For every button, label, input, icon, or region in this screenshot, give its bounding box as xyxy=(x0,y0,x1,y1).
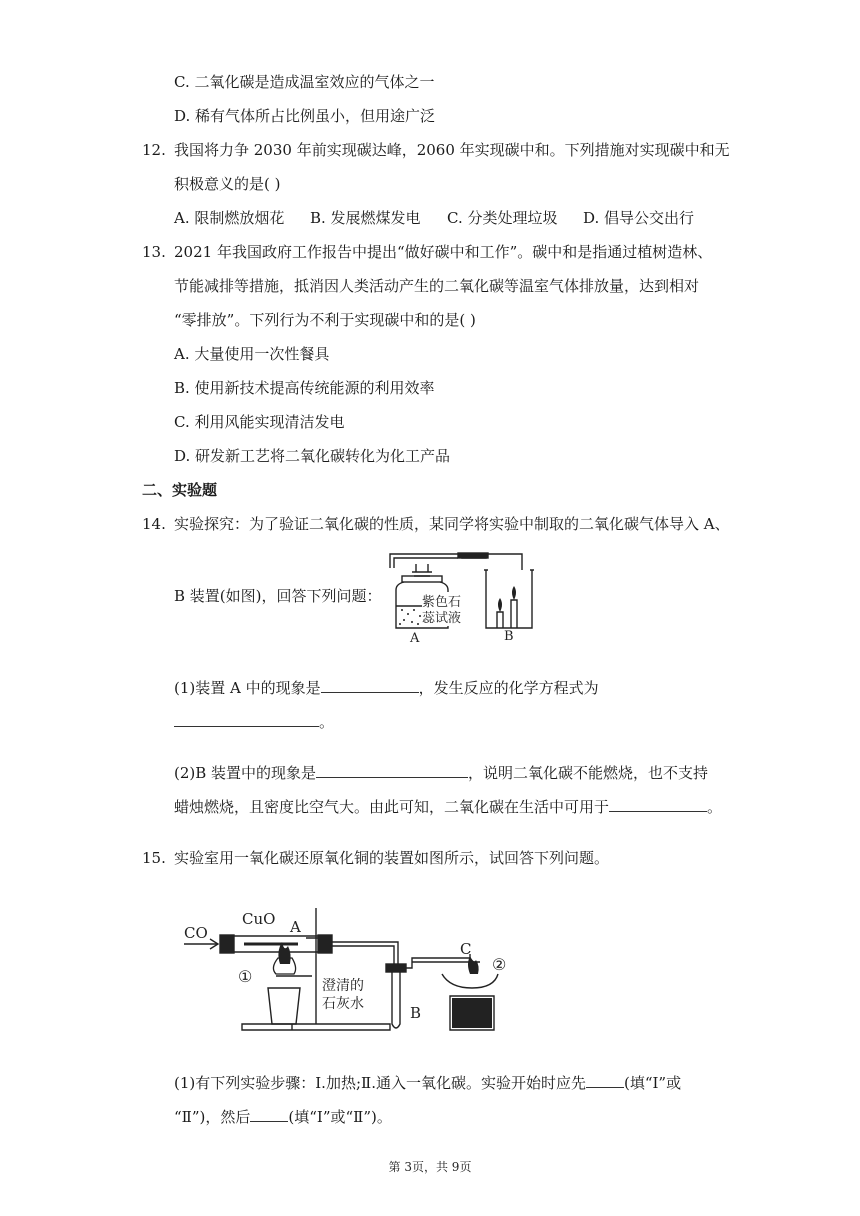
q13-number: 13. xyxy=(142,243,166,261)
q14-number: 14. xyxy=(142,515,166,533)
q14-figure-label-a: A xyxy=(410,631,420,646)
q14-p2-text-c: 蜡烛燃烧，且密度比空气大。由此可知，二氧化碳在生活中可用于 xyxy=(174,798,610,816)
q14-figure xyxy=(382,550,538,646)
q15-figure-label-c: C xyxy=(460,940,472,958)
q12-option-b: B. 发展燃煤发电 xyxy=(310,209,421,227)
q15-figure-burner-2: ② xyxy=(492,955,507,974)
q13-stem-line-3: “零排放”。下列行为不利于实现碳中和的是( ) xyxy=(174,311,476,329)
q15-number: 15. xyxy=(142,849,166,867)
q15-figure-co-label: CO xyxy=(184,924,208,942)
q14-p1-blank-2[interactable] xyxy=(174,711,319,727)
q14-part-2-line-2 xyxy=(174,796,722,817)
q13-option-d: D. 研发新工艺将二氧化碳转化为化工产品 xyxy=(174,447,451,465)
q13-option-b: B. 使用新技术提高传统能源的利用效率 xyxy=(174,379,435,397)
q12-number: 12. xyxy=(142,141,166,159)
q15-stem-line-1: 实验室用一氧化碳还原氧化铜的装置如图所示，试回答下列问题。 xyxy=(174,849,610,867)
q12-option-d: D. 倡导公交出行 xyxy=(583,209,695,227)
q13-option-c: C. 利用风能实现清洁发电 xyxy=(174,413,345,431)
q14-figure-liquid-label-2: 蕊试液 xyxy=(422,611,462,626)
q15-p1-text-b: (填“Ⅰ”或 xyxy=(623,1074,682,1092)
q14-figure-label-b: B xyxy=(504,629,514,644)
q14-figure-liquid-label-1: 紫色石 xyxy=(422,595,462,610)
q15-part-1-line-1 xyxy=(174,1072,681,1093)
q15-part-1-line-2 xyxy=(174,1106,392,1127)
q15-figure-label-a: A xyxy=(290,918,301,936)
q15-figure-limewater-label-2: 石灰水 xyxy=(322,996,364,1012)
q14-p2-blank-2[interactable] xyxy=(609,796,707,812)
q14-part-2-line-1 xyxy=(174,762,708,783)
q13-stem-line-1: 2021 年我国政府工作报告中提出“做好碳中和工作”。碳中和是指通过植树造林、 xyxy=(174,243,713,261)
q15-p1-text-c: “Ⅱ”)，然后 xyxy=(174,1108,251,1126)
q15-figure-label-b: B xyxy=(410,1004,422,1022)
q14-p1-text-b: ，发生反应的化学方程式为 xyxy=(418,679,599,697)
q15-figure xyxy=(180,898,520,1036)
q12-option-a: A. 限制燃放烟花 xyxy=(174,209,285,227)
q14-stem-line-1: 实验探究：为了验证二氧化碳的性质，某同学将实验中制取的二氧化碳气体导入 A、 xyxy=(174,515,730,533)
q15-figure-limewater-label-1: 澄清的 xyxy=(322,978,364,994)
q14-p1-text-c: 。 xyxy=(319,713,335,731)
q13-stem-line-2: 节能减排等措施，抵消因人类活动产生的二氧化碳等温室气体排放量，达到相对 xyxy=(174,277,700,295)
q12-stem-line-1: 我国将力争 2030 年前实现碳达峰，2060 年实现碳中和。下列措施对实现碳中和无 xyxy=(174,141,730,159)
q15-figure-cuo-label: CuO xyxy=(242,910,276,928)
q13-option-a: A. 大量使用一次性餐具 xyxy=(174,345,330,363)
q15-p1-text-d: (填“Ⅰ”或“Ⅱ”)。 xyxy=(288,1108,392,1126)
q11-option-d: D. 稀有气体所占比例虽小，但用途广泛 xyxy=(174,107,436,125)
q14-p2-text-d: 。 xyxy=(707,798,723,816)
q15-figure-burner-1: ① xyxy=(238,967,253,986)
q15-p1-text-a: (1)有下列实验步骤：Ⅰ.加热;Ⅱ.通入一氧化碳。实验开始时应先 xyxy=(174,1074,586,1092)
q15-p1-blank-1[interactable] xyxy=(586,1072,624,1088)
q14-p1-text-a: (1)装置 A 中的现象是 xyxy=(174,679,321,697)
page-footer: 第 3页，共 9页 xyxy=(388,1160,472,1174)
q14-stem-line-2: B 装置(如图)，回答下列问题： xyxy=(174,587,382,605)
q14-p1-blank-1[interactable] xyxy=(321,677,419,693)
q12-option-c: C. 分类处理垃圾 xyxy=(447,209,558,227)
q14-p2-text-b: ，说明二氧化碳不能燃烧，也不支持 xyxy=(468,764,709,782)
section-heading-experiment: 二、实验题 xyxy=(142,481,218,499)
q11-option-c: C. 二氧化碳是造成温室效应的气体之一 xyxy=(174,73,435,91)
q12-stem-line-2: 积极意义的是( ) xyxy=(174,175,281,193)
q15-p1-blank-2[interactable] xyxy=(250,1106,288,1122)
q14-p2-blank-1[interactable] xyxy=(316,762,468,778)
q14-part-1-line-1 xyxy=(174,677,599,698)
q14-part-1-line-2 xyxy=(174,711,334,732)
q14-p2-text-a: (2)B 装置中的现象是 xyxy=(174,764,317,782)
